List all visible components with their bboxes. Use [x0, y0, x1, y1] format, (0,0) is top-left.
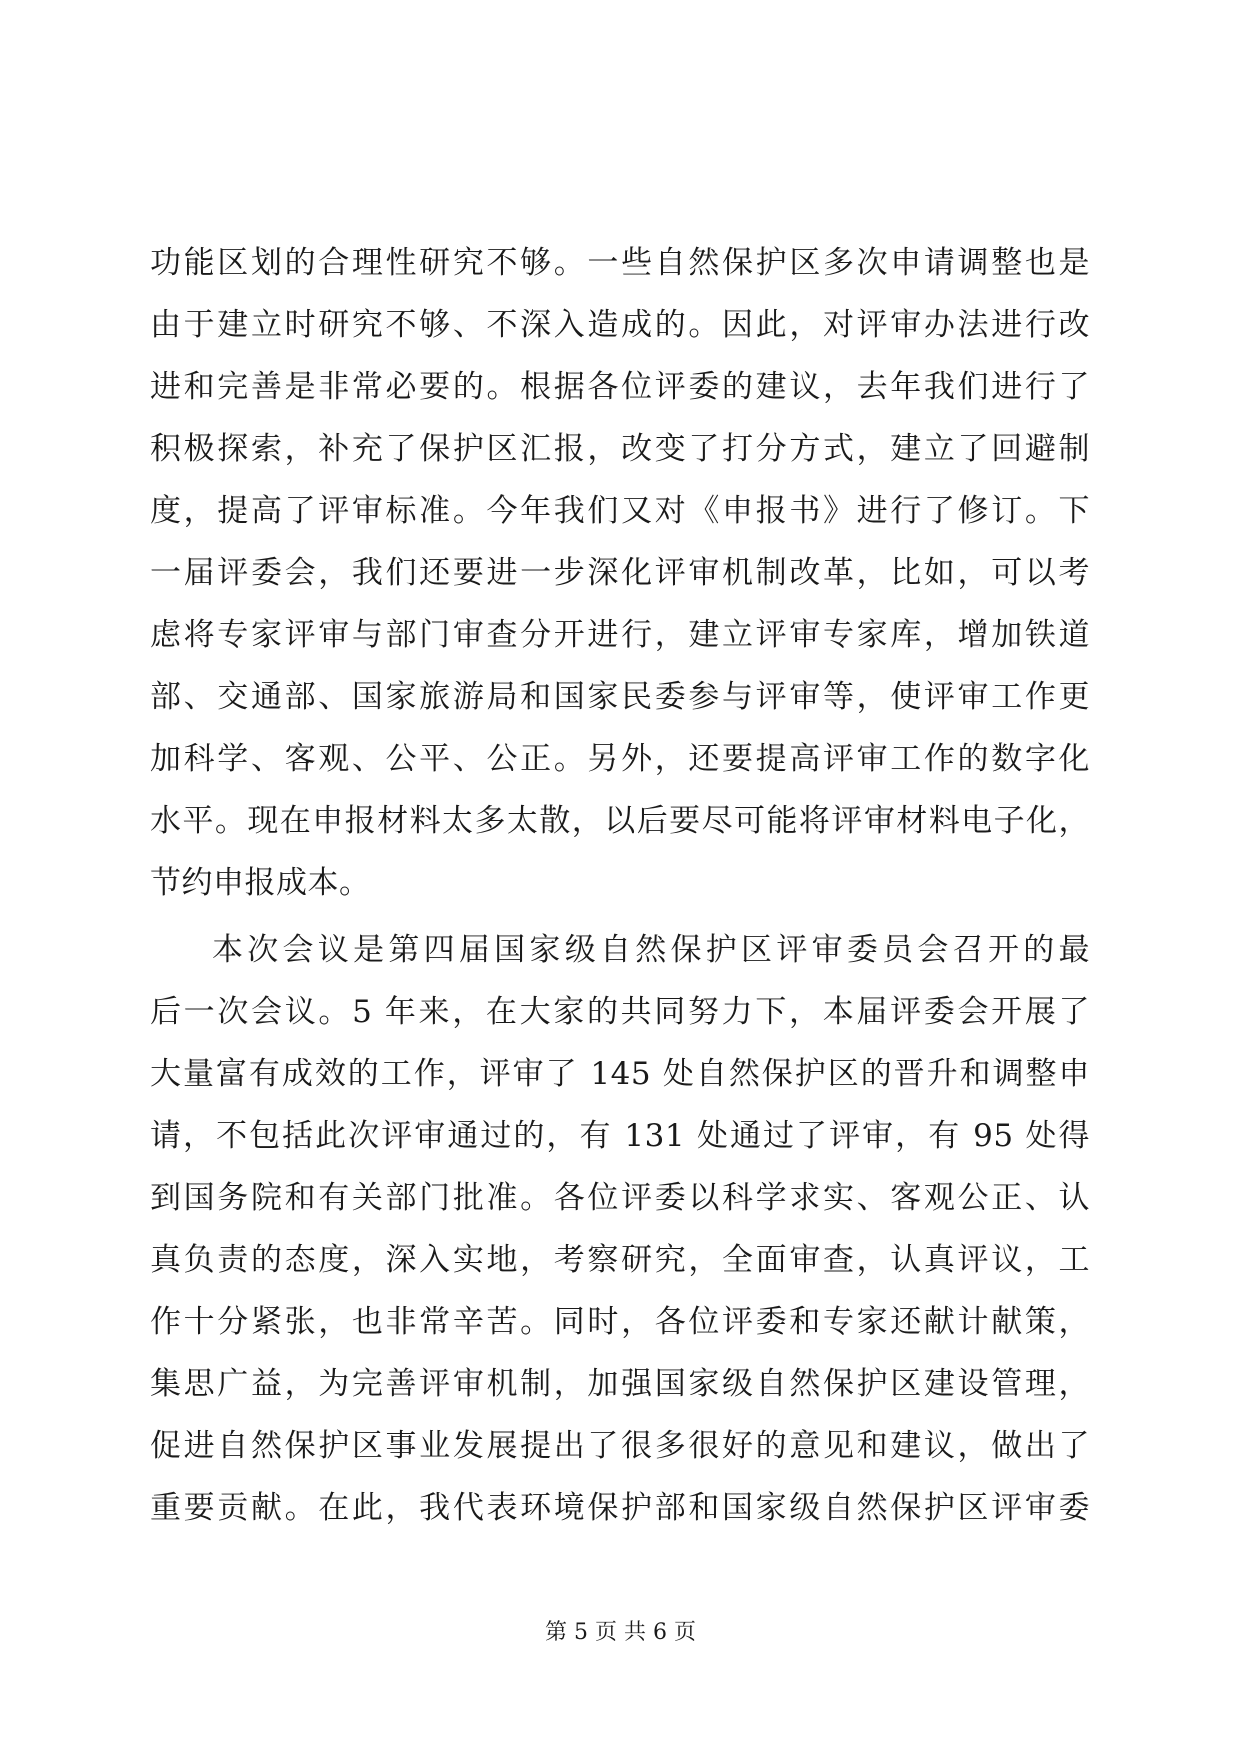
text-line: 一届评委会，我们还要进一步深化评审机制改革，比如，可以考 [150, 555, 1090, 591]
text-line: 部、交通部、国家旅游局和国家民委参与评审等，使评审工作更 [150, 679, 1090, 715]
paragraph-1 [150, 232, 1090, 914]
text-line: 作十分紧张，也非常辛苦。同时，各位评委和专家还献计献策， [150, 1304, 1090, 1340]
text-line: 由于建立时研究不够、不深入造成的。因此，对评审办法进行改 [150, 307, 1090, 343]
text-line: 进和完善是非常必要的。根据各位评委的建议，去年我们进行了 [150, 369, 1090, 405]
page-number-footer: 第 5 页 共 6 页 [545, 1620, 696, 1645]
text-line: 集思广益，为完善评审机制，加强国家级自然保护区建设管理， [150, 1366, 1090, 1402]
text-line: 度，提高了评审标准。今年我们又对《申报书》进行了修订。下 [150, 493, 1090, 529]
text-line: 水平。现在申报材料太多太散，以后要尽可能将评审材料电子化， [150, 803, 1090, 839]
paragraph-2 [150, 919, 1090, 1539]
text-line: 大量富有成效的工作，评审了 145 处自然保护区的晋升和调整申 [150, 1056, 1090, 1092]
text-line: 后一次会议。5 年来，在大家的共同努力下，本届评委会开展了 [150, 994, 1090, 1030]
document-body [150, 232, 1090, 1539]
text-line: 积极探索，补充了保护区汇报，改变了打分方式，建立了回避制 [150, 431, 1090, 467]
text-line: 本次会议是第四届国家级自然保护区评审委员会召开的最 [212, 932, 1090, 968]
text-line: 到国务院和有关部门批准。各位评委以科学求实、客观公正、认 [150, 1180, 1090, 1216]
text-line: 功能区划的合理性研究不够。一些自然保护区多次申请调整也是 [150, 245, 1090, 281]
text-line: 节约申报成本。 [150, 865, 371, 901]
text-line: 重要贡献。在此，我代表环境保护部和国家级自然保护区评审委 [150, 1490, 1090, 1526]
text-line: 促进自然保护区事业发展提出了很多很好的意见和建议，做出了 [150, 1428, 1090, 1464]
text-line: 真负责的态度，深入实地，考察研究，全面审查，认真评议，工 [150, 1242, 1090, 1278]
text-line: 加科学、客观、公平、公正。另外，还要提高评审工作的数字化 [150, 741, 1090, 777]
text-line: 虑将专家评审与部门审查分开进行，建立评审专家库，增加铁道 [150, 617, 1090, 653]
text-line: 请，不包括此次评审通过的，有 131 处通过了评审，有 95 处得 [150, 1118, 1090, 1154]
